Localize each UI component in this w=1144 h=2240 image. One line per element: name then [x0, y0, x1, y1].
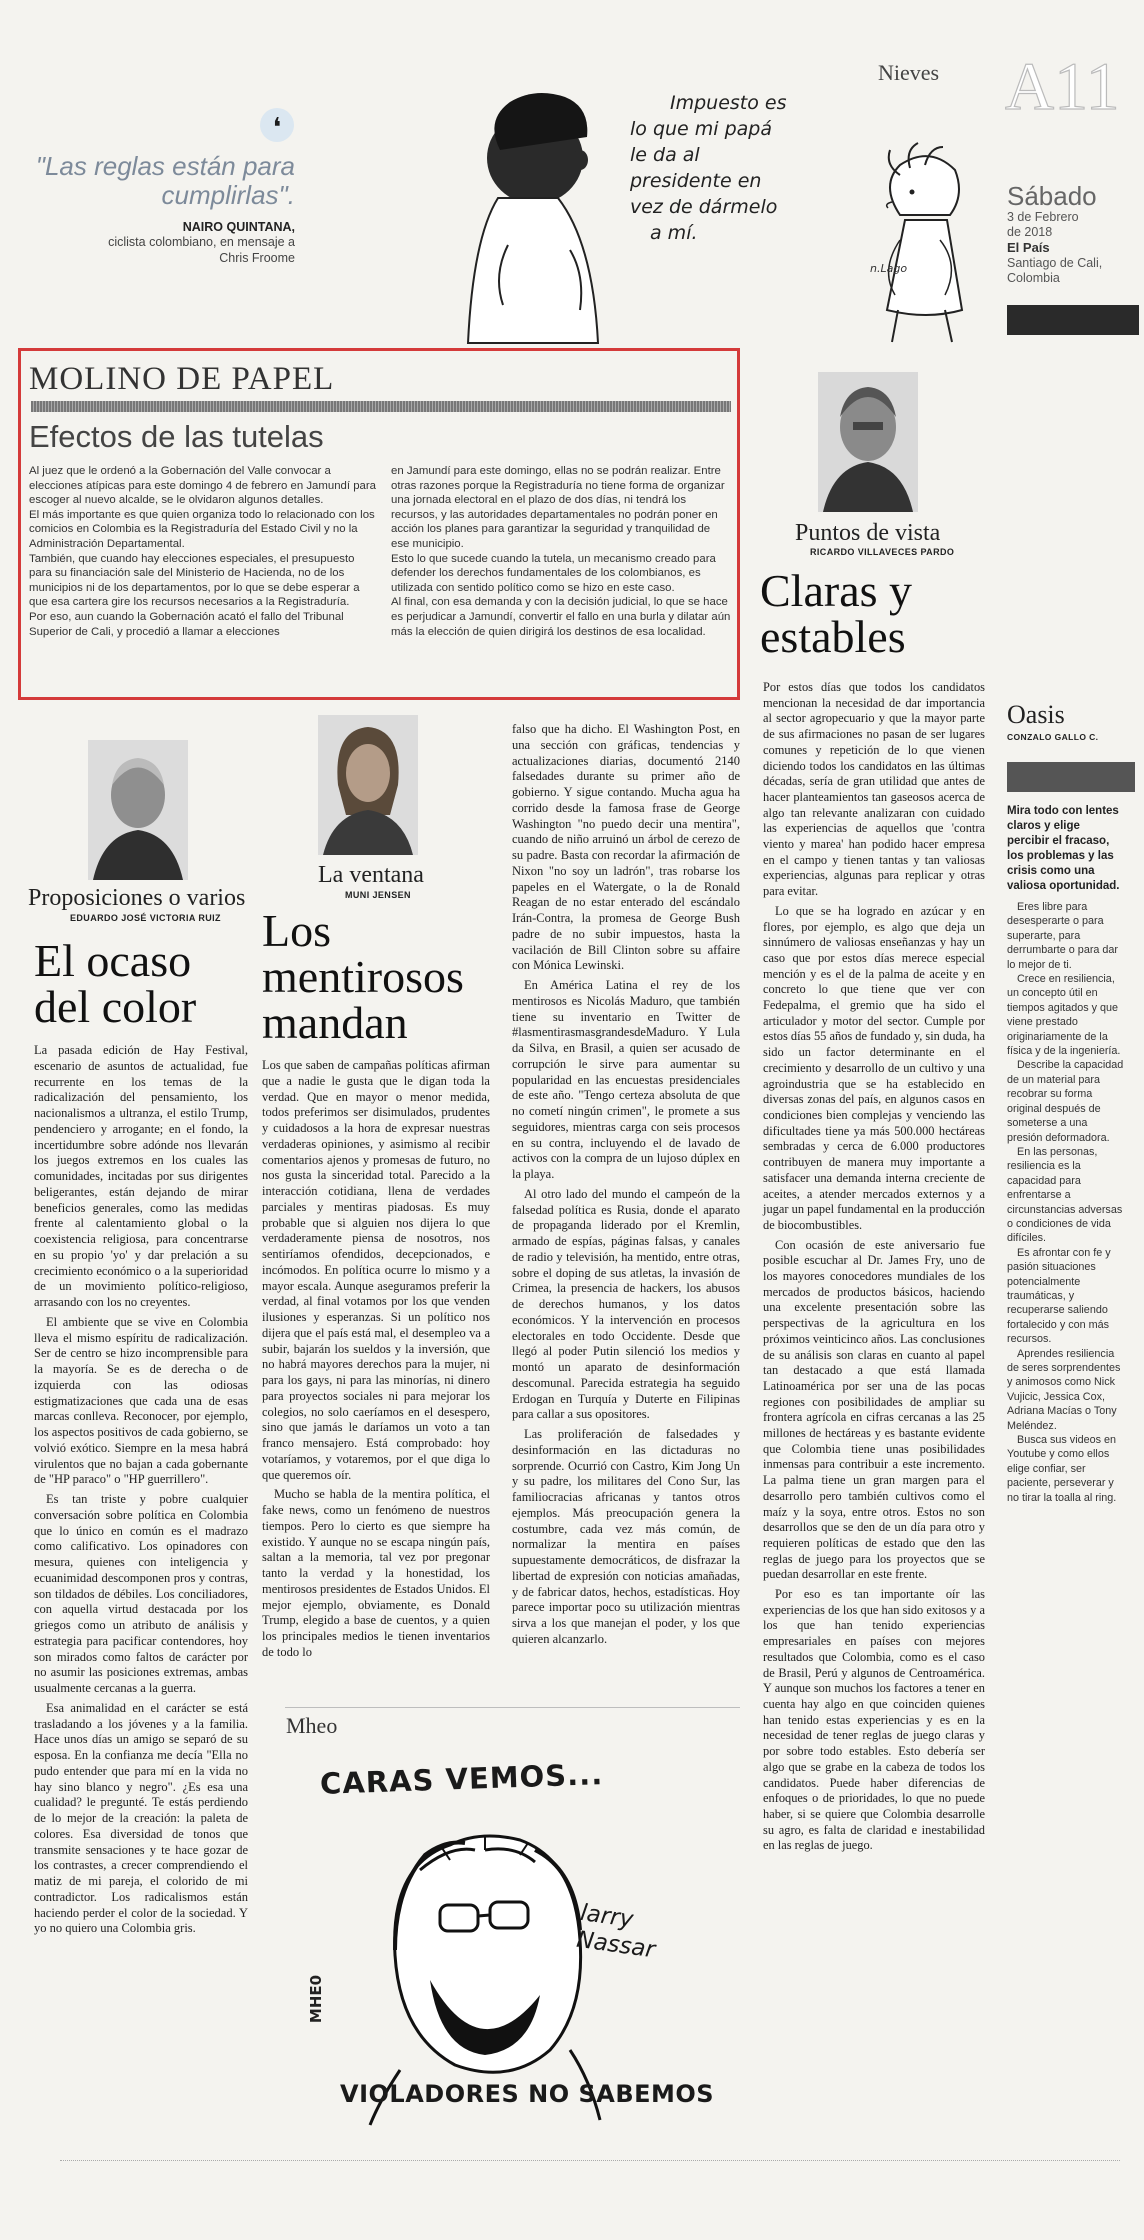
newspaper-name: El País [1007, 240, 1050, 255]
column-name-oasis: Oasis [1007, 700, 1065, 729]
paragraph: Por eso es tan importante oír las experiencias de los que han sido exitosos y a los que han tenido experiencias empresariales en países con mejores resultados que Colombia, como es el caso de Brasil, Perú y algunos de Centroamérica. Y aunque son muchos los factores a tener en cuenta hay algo en que coinciden quienes han tenido estas experiencias y es en la necesidad de tener reglas de juego claras y por sobre todo estables. Esto debería ser algo que se grabe en la cabeza de todos los candidatos. Puede haber diferencias de enfoques o de prioridades, lo que no puede haber, si se quiere que Colombia desarrolle su agro, es falta de claridad e inestabilidad en las reglas de juego. [763, 1587, 985, 1853]
molino-box [18, 348, 740, 700]
quote-author: NAIRO QUINTANA, [182, 220, 295, 234]
oasis-dark-bar [1007, 762, 1135, 792]
molino-paragraph: El más importante es que quien organiza todo lo relacionado con los comicios en Colombia es la Registraduría del Estado Civil y no la Administración Departamental. [29, 508, 375, 550]
speech-line: presidente en [630, 170, 762, 192]
paragraph: Mucho se habla de la mentira política, el fake news, como un fenómeno de nuestros tiempos. Pero lo cierto es que siempre ha existido. Y aunque no se escapa ningún país, saltan a la memoria, tal vez por pregonar tanto la verdad y la honestidad, los mentirosos presidentes de Estados Unidos. El mejor ejemplo, obviamente, es Donald Trump, elegido a base de cuentos, y a quien los principales medios le tienen inventarios de todo lo [262, 1487, 490, 1659]
oasis-lead: Mira todo con lentes claros y elige percibir el fracaso, los problemas y las crisis como una valiosa oportunidad. [1007, 805, 1120, 892]
column-name-ventana: La ventana [318, 862, 424, 888]
headline-ventana: Los mentirosos mandan [262, 905, 464, 1048]
speech-line: lo que mi papá [630, 118, 773, 140]
article-puntos [763, 680, 985, 1858]
headline-puntos: Claras y estables [760, 565, 913, 662]
oasis-column [1007, 700, 1135, 1505]
paragraph: Por estos días que todos los candidatos mencionan la necesidad de dar importancia al sector agropecuario y que la mayor parte de sus afirmaciones no pasan de ser lugares comunes y repetición de lo que vienen diciendo todos los candidatos en las últimas décadas, sería de gran utilidad que antes de hacer planteamientos tan gaseosos acerca de algo tan relevante analizaran con cuidado las experiencias de aquellos que 'contra viento y marea' han podido hacer empresa en el campo y tienen tantas y tan valiosas experiencias, algunas para replicar y otras para evitar. [763, 680, 985, 899]
molino-paragraph: Por eso, aun cuando la Gobernación acató el fallo del Tribunal Superior de Cali, y procedió a llamar a elecciones [29, 610, 344, 638]
header-date-block [1007, 182, 1137, 286]
column-name-puntos: Puntos de vista [795, 520, 941, 546]
paragraph: falso que ha dicho. El Washington Post, en una sección con gráficas, tendencias y actualizaciones diarias, documentó 2140 falsedades durante su primer año de gobierno. Y sigue contando. Mucha agua ha corrido desde la famosa frase de George Washington "no puedo decir una mentira", cuando de niño arruinó un árbol de cerezo de su padre. Basta con recordar la afirmación de Nixon "no soy un ladrón", tras robarse los papeles en el Watergate, o la de Ronald Reagan de no estar enterado del escándalo Irán-Contra, la promesa de George Bush padre de no subir impuestos, hasta la vacilación de Bill Clinton sobre su affaire con Mónica Lewinski. [512, 722, 740, 973]
paragraph: Lo que se ha logrado en azúcar y en flores, por ejemplo, es algo que deja un sinnúmero de valiosas enseñanzas y hay un caso que por estos días merece especial mención y es el de la palma de aceite y en concreto lo que tiene que ver con Fedepalma, el gremio que ha sido el articulador y motor del sector. Cumple por estos días 55 años de fundado y, sin duda, ha sido un factor determinante en el crecimiento y desarrollo de un cultivo y una agroindustria que se ha establecido en diversas zonas del país, en algunos casos en condiciones bien complejas y venciendo las dificultades tiene ya más 500.000 hectáreas sembradas y cerca de 6.000 productores contribuyen de manera muy importante a satisfacer una demanda interna creciente de aceites, a atender mercados externos y a jugar un papel fundamental en la producción de biocombustibles. [763, 903, 985, 1232]
author-puntos: RICARDO VILLAVECES PARDO [810, 547, 955, 557]
quote-author-desc: ciclista colombiano, en mensaje a Chris Froome [108, 235, 295, 265]
paragraph: Aprendes resiliencia de seres sorprendentes y animosos como Nick Vujicic, Jessica Cox, Adriana Macías o Tony Meléndez. [1007, 1347, 1121, 1432]
speech-line: Impuesto es [670, 92, 787, 114]
city-name: Santiago de Cali, Colombia [1007, 256, 1103, 285]
author-photo-victoria [88, 740, 188, 880]
author-ventana: MUNI JENSEN [345, 890, 411, 900]
paragraph: Busca sus videos en Youtube y como ellos elige confiar, ser paciente, perseverar y no tirar la toalla al ring. [1007, 1434, 1117, 1504]
molino-kicker: MOLINO DE PAPEL [29, 361, 335, 397]
molino-paragraph: Esto lo que sucede cuando la tutela, un mecanismo creado para defender los derechos fundamentales de los colombianos, es utilizada con sentido político como se hizo en este caso. [391, 552, 716, 594]
paragraph: Esa animalidad en el carácter se está trasladando a los jóvenes y a la familia. Hace unos días un amigo se separó de su esposa. En la confianza me decía "Ella no pudo entender que para mí en la vida no hay sino blanco y negro". ¿Es esa una cualidad? le pregunté. Te estás perdiendo de lo mejor de la creación: la paleta de colores. Esa diversidad de tonos que transmite sensaciones y te hace gozar de los contrastes, a crecer comprendiendo el matiz de mi pareja, el colorido de mi contradictor. Los radicalismos están haciendo perder el color de la sociedad. Y yo no quiero una Colombia gris. [34, 1700, 248, 1936]
author-oasis: CONZALO GALLO C. [1007, 732, 1099, 742]
molino-paragraph: También, que cuando hay elecciones especiales, el presupuesto para su financiación sale del Ministerio de Hacienda, no de los municipios ni de los departamentos, por lo que se debe esperar a que esa cartera gire los recursos necesarios a la Registraduría. [29, 552, 360, 609]
paragraph: Con ocasión de este aniversario fue posible escuchar al Dr. James Fry, uno de los mayores conocedores mundiales de los mercados de productos básicos, haciendo una excelente presentación sobre las perspectivas de la agricultura en los próximos veinticinco años. Las conclusiones de su análisis son claras en cuanto al papel tan destacado a que está llamada Latinoamérica por ser una de las pocas regiones con posibilidades de ampliar su frontera agrícola en cifras cercanas a las 25 millones de hectáreas y es bastante evidente que Colombia tiene unas posibilidades inmensas para contribuir a este incremento. La palma tiene un gran margen para el desarrollo pero también cultivos como el maíz y la soya, entre otros. Estos no son desarrollos que se den de un día para otro y requieren políticas de estado que den las reglas de juego para los proyectos que se puedan desarrollar en este frente. [763, 1237, 985, 1582]
column-name-proposiciones: Proposiciones o varios [28, 885, 246, 911]
paragraph: En las personas, resiliencia es la capacidad para enfrentarse a circunstancias adversas o condiciones de vida difíciles. [1007, 1145, 1123, 1245]
oasis-body [1007, 900, 1125, 1505]
molino-kicker-bar [31, 401, 731, 412]
top-cartoon [430, 80, 970, 345]
mheo-bottom-text: VIOLADORES NO SABEMOS [340, 2080, 715, 2108]
paragraph: Las proliferación de falsedades y desinformación en las dictaduras no sorprende. Ocurrió con Castro, Kim Jong Un y su padre, los militares del Cono Sur, las familiocracias africanas y tantos otros ejemplos. Más preocupación genera la costumbre, cada vez más común, de normalizar la mentira en países supuestamente democráticos, de disfrazar la libertad de expresión con noticias amañadas, y de fabricar datos, hechos, estadísticas. Hoy parece importar poco su utilización mientras sirva a los que manejan el poder, y los que quieren alcanzarlo. [512, 1427, 740, 1646]
molino-title: Efectos de las tutelas [29, 419, 324, 454]
paragraph: En América Latina el rey de los mentirosos es Nicolás Maduro, que también tiene su inventario en Twitter de #lasmentirasmasgrandesdeMaduro. Y Lula da Silva, en Brasil, a quien ser acusado de corrupción le sirve para aumentar su popularidad en las encuestas presidenciales de este año. "Tengo certeza absoluta de que no cometí ningún crimen", le promete a sus seguidores, mientras carga con seis procesos en su contra, incluyendo el de lavado de activos con la compra de un lujoso dúplex en la playa. [512, 978, 740, 1181]
molino-paragraph: en Jamundí para este domingo, ellas no se podrán realizar. Entre otras razones porque la Registraduría no tiene forma de organizar una jornada electoral en el plazo de dos días, ni tendrá los recursos, y las autoridades departamentales no podrán poner en acción los planes para garantizar la seguridad y tranquilidad de ese municipio. [391, 465, 725, 550]
author-photo-villaveces [818, 372, 918, 512]
speech-line: vez de dármelo [630, 196, 778, 218]
quote-block [20, 108, 295, 266]
speech-line: a mí. [650, 222, 698, 244]
molino-col-1 [29, 464, 379, 639]
headline-proposiciones: El ocaso del color [34, 935, 197, 1032]
author-proposiciones: EDUARDO JOSÉ VICTORIA RUIZ [70, 913, 221, 923]
date-text: 3 de Febrero de 2018 [1007, 210, 1079, 239]
paragraph: Es tan triste y pobre cualquier conversación sobre política en Colombia que lo único en común es el madrazo como calificativo. Los opinadores con mesura, quienes con inteligencia y ecuanimidad descomponen pros y contras, son tildados de débiles. Los conciliadores, con aquella virtud destacada por los griegos como un atributo de análisis y estrategia para pacificar contendores, hoy son mirados como faltos de carácter por no asumir las posiciones extremas, ambas usualmente cercanas a la guerra. [34, 1492, 248, 1695]
mheo-top-text: CARAS VEMOS... [319, 1757, 604, 1801]
article-ventana [262, 1058, 490, 1665]
paragraph: Eres libre para desesperarte o para superarte, para derrumbarte o para dar lo mejor de ti. [1007, 901, 1119, 971]
mheo-top-rule [285, 1707, 740, 1708]
quote-mark-icon: ❛ [260, 108, 294, 142]
paragraph: Los que saben de campañas políticas afirman que a nadie le gusta que le digan toda la verdad. Que en mayor o menor medida, todos preferimos ser disimulados, prudentes y cuidadosos a la hora de expresar nuestras verdaderas opiniones, y asimismo al recibir comentarios ajenos y promesas de futuro, no nos gusta la sinceridad total. Parecido a la interacción cotidiana, llena de verdades parciales y mentiras piadosas. Es muy probable que si alguien nos dijera lo que verdaderamente piensa de nosotros, nos sentiríamos ofendidos, decepcionados, e incómodos. En política ocurre lo mismo y a mayor escala. Aunque aseguramos preferir la verdad, al final votamos por los que venden ilusiones y esperanzas. Si un político nos dijera que el país está mal, el desempleo va a subir, bajarán los sueldos y la inversión, que no habrá mayores derechos para la mujer, ni para los gays, ni para las minorías, ni dinero para proyectos sociales ni para mejorar los colegios, no solo caeríamos en el desespero, sino que jamás le daríamos un voto a tan franco mensajero. Está comprobado: hoy votaríamos, y votaremos, por el que diga lo que queremos oír. [262, 1058, 490, 1482]
bottom-rule [60, 2160, 1120, 2162]
mheo-signature: MHE0 [307, 1974, 326, 2024]
paragraph: La pasada edición de Hay Festival, escenario de asuntos de actualidad, fue recurrente en los temas de la radicalización del pensamiento, los nacionalismos a ultranza, el estilo Trump, pendenciero y arrogante; en el fondo, la incertidumbre sobre adónde nos llevarán los juegos extremos en los cuales las comunidades, incitadas por sus dirigentes beligerantes, están dejando de mirar beneficios generales, como las medidas frente al calentamiento global o la coexistencia religiosa, para concentrarse en su propio 'yo' y dar prelación a su crecimiento económico o a la superioridad de un movimiento político-religioso, arrasando con los no creyentes. [34, 1043, 248, 1309]
molino-col-2 [391, 464, 731, 639]
paragraph: Crece en resiliencia, un concepto útil en tiempos agitados y que viene prestado originariamente de la física y de la ingeniería. [1007, 973, 1121, 1058]
mheo-name-text: larry Nassar [574, 1899, 657, 1964]
date-day: Sábado [1007, 181, 1097, 211]
cartoon-signature: n.Lago [870, 262, 908, 275]
author-photo-jensen [318, 715, 418, 855]
mheo-cartoon [300, 1750, 740, 2130]
paragraph: El ambiente que se vive en Colombia lleva el mismo espíritu de radicalización. Ser de centro se hizo incomprensible para la mayoría. Se es de derecha o de izquierda con las odiosas estigmatizaciones que cada una de esas marcas conlleva. Reconocer, por ejemplo, los aspectos positivos de cada gobierno, se volvió exótico. Siempre en la mesa habrá virulentos que no bajan a cada gobernante de "HP paraco" o "HP guerrillero". [34, 1314, 248, 1487]
column-name-mheo: Mheo [286, 1713, 338, 1738]
paragraph: Describe la capacidad de un material para recobrar su forma original después de someterse a una presión deformadora. [1007, 1059, 1124, 1144]
page-number: A11 [1005, 48, 1120, 124]
article-proposiciones [34, 1043, 248, 1941]
speech-line: le da al [630, 144, 700, 166]
paragraph: Al otro lado del mundo el campeón de la falsedad política es Rusia, donde el aparato de propaganda liderado por el Kremlin, armado de espías, páginas falsas, y canales de radio y televisión, ha mentido, entre otras, sobre el doping de sus atletas, la invasión de Crimea, la presencia de hackers, los abusos de derechos humanos, y los datos económicos. Y la intervención en procesos electorales en todo Occidente. Desde que llegó al poder Putin silenció los medios y montó un aparato de desinformación descomunal. Parecida estrategia ha seguido Erdogan en Turquía y Duterte en Filipinas para callar a sus opositores. [512, 1186, 740, 1422]
cartoon-speech [630, 90, 870, 246]
header-dark-bar [1007, 305, 1139, 335]
paragraph: Es afrontar con fe y pasión situaciones potencialmente traumáticas, y recuperarse saliendo fortalecido y con más recursos. [1007, 1246, 1111, 1346]
molino-paragraph: Al juez que le ordenó a la Gobernación del Valle convocar a elecciones atípicas para este domingo 4 de febrero en Jamundí para escoger al nuevo alcalde, se le olvidaron algunos detalles. [29, 465, 376, 507]
molino-paragraph: Al final, con esa demanda y con la decisión judicial, lo que se hace es perjudicar a Jamundí, convertir el fallo en una burla y dilatar aún más la elección de quien dirigirá los destinos de esa localidad. [391, 596, 731, 638]
section-name: Nieves [878, 60, 940, 85]
quote-text: "Las reglas están para cumplirlas". [35, 151, 295, 210]
article-ventana-continued [512, 722, 740, 1652]
